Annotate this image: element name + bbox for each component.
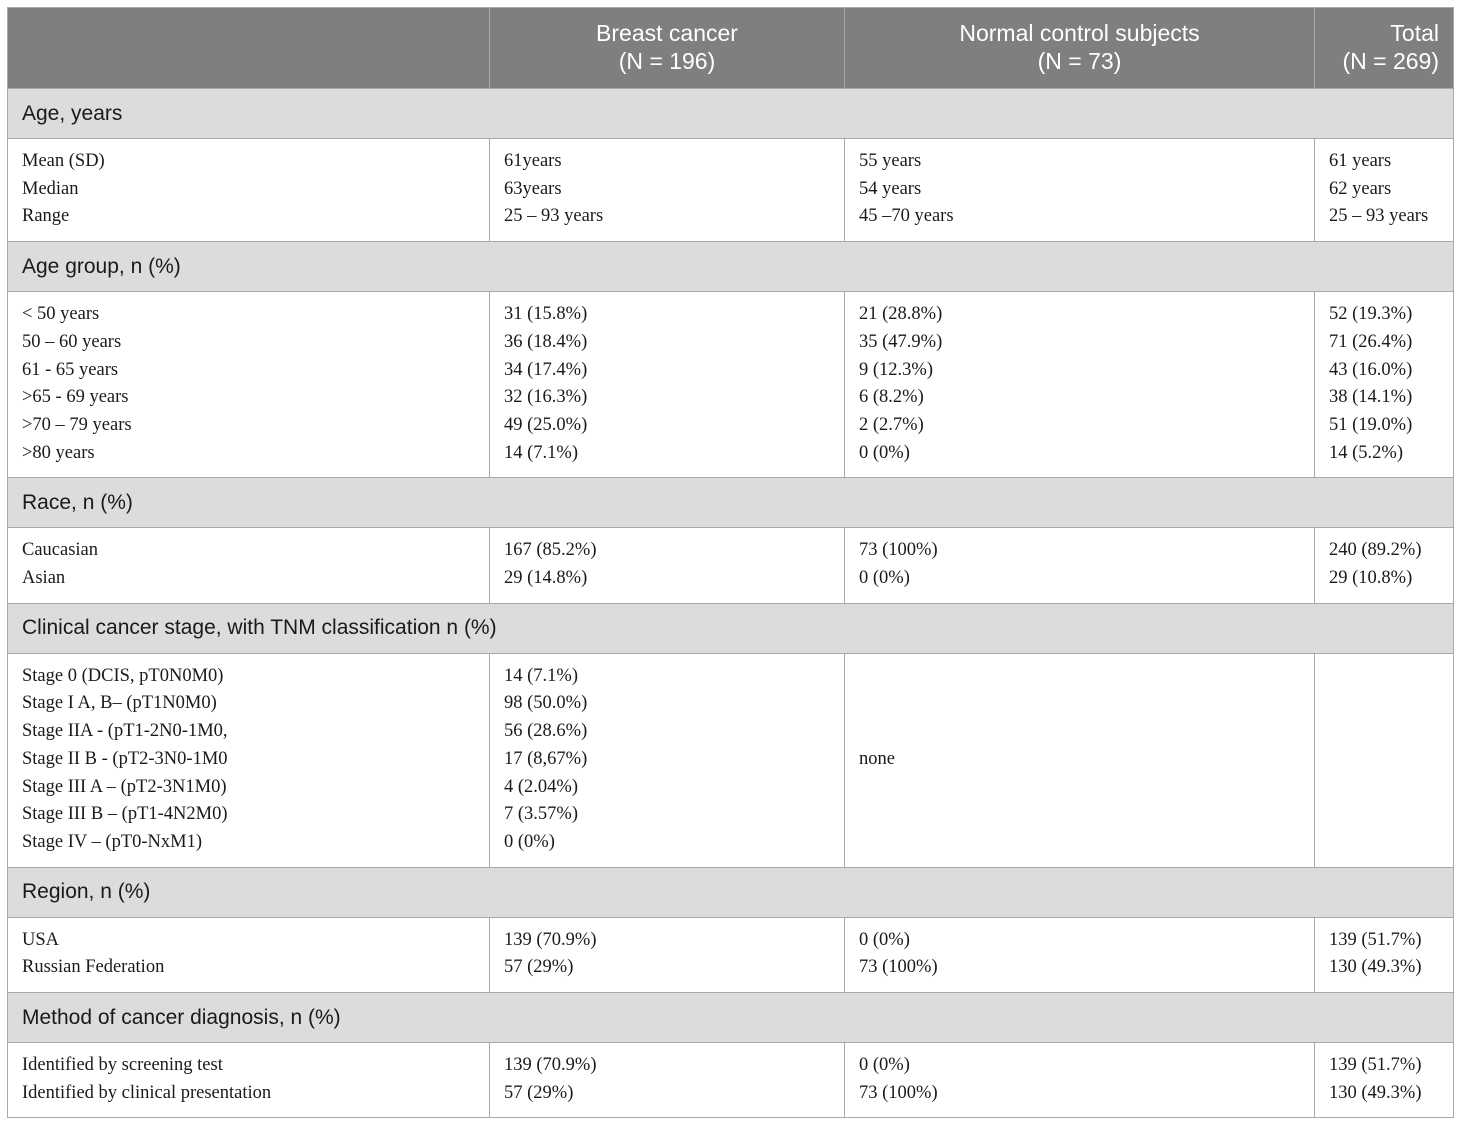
cell-value: 62 years [1329, 178, 1392, 199]
cell-value: 9 (12.3%) [859, 359, 933, 380]
data-row-age [8, 139, 1454, 242]
cell-value: 55 years [859, 151, 922, 171]
section-row-stage [8, 603, 1454, 653]
row-label: Stage II B - (pT2-3N0-1M0 [22, 748, 228, 769]
header-stub [8, 8, 490, 89]
cell-value: 139 (51.7%) [1329, 929, 1422, 950]
demographics-table [7, 7, 1454, 1118]
section-row-age [8, 89, 1454, 139]
breast-cancer-cell [490, 1043, 845, 1118]
breast-cancer-cell [490, 139, 845, 242]
cell-value: 57 (29%) [504, 957, 574, 978]
section-title: Race, n (%) [8, 478, 1454, 528]
cell-value: 73 (100%) [859, 1082, 938, 1103]
cell-value-none: none [859, 748, 895, 769]
row-label: Stage IV – (pT0-NxM1) [22, 831, 203, 852]
row-labels-cell [8, 139, 490, 242]
header-breast-cancer-n: (N = 196) [618, 48, 716, 74]
cell-value: 73 (100%) [859, 957, 938, 978]
cell-value: 29 (10.8%) [1329, 568, 1413, 589]
cell-value: 14 (5.2%) [1329, 442, 1403, 463]
header-breast-cancer [490, 8, 845, 89]
cell-value: 34 (17.4%) [504, 359, 588, 380]
row-label: 50 – 60 years [22, 331, 122, 352]
cell-value: 56 (28.6%) [504, 721, 588, 742]
header-total [1315, 8, 1454, 89]
row-label: < 50 years [22, 304, 100, 325]
section-title: Age group, n (%) [8, 242, 1454, 292]
normal-control-cell [845, 917, 1315, 992]
row-label: Stage 0 (DCIS, pT0N0M0) [22, 665, 224, 686]
total-cell [1315, 1043, 1454, 1118]
row-label: Russian Federation [22, 957, 165, 978]
cell-value: 0 (0%) [859, 929, 910, 950]
header-row [8, 8, 1454, 89]
cell-value: 43 (16.0%) [1329, 359, 1413, 380]
data-row-region [8, 917, 1454, 992]
cell-value: 36 (18.4%) [504, 331, 588, 352]
row-label: Median [22, 178, 79, 199]
section-title: Method of cancer diagnosis, n (%) [8, 993, 1454, 1043]
total-cell [1315, 528, 1454, 603]
normal-control-cell [845, 528, 1315, 603]
header-total-n: (N = 269) [1342, 48, 1439, 74]
data-row-race [8, 528, 1454, 603]
cell-value: 130 (49.3%) [1329, 957, 1422, 978]
data-row-stage [8, 653, 1454, 867]
row-label: Range [22, 206, 70, 227]
cell-value: 31 (15.8%) [504, 304, 588, 325]
cell-value: 130 (49.3%) [1329, 1082, 1422, 1103]
row-label: >70 – 79 years [22, 414, 132, 435]
row-label: USA [22, 929, 60, 950]
header-normal-control-title: Normal control subjects [959, 20, 1200, 47]
row-labels-cell [8, 653, 490, 867]
data-row-age-group [8, 292, 1454, 478]
cell-value: 14 (7.1%) [504, 442, 578, 463]
row-label: Stage III A – (pT2-3N1M0) [22, 776, 227, 797]
cell-value: 57 (29%) [504, 1082, 574, 1103]
total-cell [1315, 139, 1454, 242]
cell-value: 0 (0%) [504, 831, 555, 852]
cell-value: 25 – 93 years [504, 206, 604, 227]
section-row-age-group [8, 242, 1454, 292]
cell-value: 32 (16.3%) [504, 387, 588, 408]
cell-value: 14 (7.1%) [504, 665, 578, 686]
cell-value: 240 (89.2%) [1329, 540, 1422, 561]
cell-value: 139 (70.9%) [504, 929, 597, 950]
cell-value: 17 (8,67%) [504, 748, 588, 769]
breast-cancer-cell [490, 917, 845, 992]
cell-value: 98 (50.0%) [504, 693, 588, 714]
row-label: Mean (SD) [22, 151, 105, 171]
row-label: Caucasian [22, 540, 99, 561]
cell-value: 21 (28.8%) [859, 304, 943, 325]
cell-value: 49 (25.0%) [504, 414, 588, 435]
breast-cancer-cell [490, 528, 845, 603]
row-label: 61 - 65 years [22, 359, 119, 380]
row-label: >65 - 69 years [22, 387, 129, 408]
row-labels-cell [8, 917, 490, 992]
row-label: Identified by screening test [22, 1055, 223, 1076]
cell-value: 38 (14.1%) [1329, 387, 1413, 408]
cell-value: 2 (2.7%) [859, 414, 924, 435]
cell-value: 0 (0%) [859, 442, 910, 463]
cell-value: 61years [504, 151, 562, 171]
section-row-race [8, 478, 1454, 528]
cell-value: 0 (0%) [859, 1055, 910, 1076]
breast-cancer-cell [490, 653, 845, 867]
cell-value: 51 (19.0%) [1329, 414, 1413, 435]
header-breast-cancer-title: Breast cancer [596, 20, 738, 47]
section-row-region [8, 867, 1454, 917]
header-normal-control [845, 8, 1315, 89]
cell-value: 45 –70 years [859, 206, 954, 227]
cell-value: 35 (47.9%) [859, 331, 943, 352]
section-title: Region, n (%) [8, 867, 1454, 917]
cell-value: 4 (2.04%) [504, 776, 578, 797]
cell-value: 6 (8.2%) [859, 387, 924, 408]
row-label: >80 years [22, 442, 95, 463]
cell-value: 71 (26.4%) [1329, 331, 1413, 352]
normal-control-cell [845, 653, 1315, 867]
section-title: Clinical cancer stage, with TNM classification n (%) [8, 603, 1454, 653]
normal-control-cell [845, 292, 1315, 478]
row-label: Asian [22, 568, 66, 589]
total-cell-empty [1315, 653, 1454, 867]
row-label: Stage I A, B– (pT1N0M0) [22, 693, 217, 714]
cell-value: 63years [504, 178, 562, 199]
cell-value: 0 (0%) [859, 568, 910, 589]
row-labels-cell [8, 528, 490, 603]
cell-value: 167 (85.2%) [504, 540, 597, 561]
row-label: Stage IIA - (pT1-2N0-1M0, [22, 721, 228, 742]
cell-value: 139 (51.7%) [1329, 1055, 1422, 1076]
section-row-method [8, 993, 1454, 1043]
section-title: Age, years [8, 89, 1454, 139]
total-cell [1315, 292, 1454, 478]
normal-control-cell [845, 139, 1315, 242]
breast-cancer-cell [490, 292, 845, 478]
row-labels-cell [8, 1043, 490, 1118]
cell-value: 29 (14.8%) [504, 568, 588, 589]
cell-value: 61 years [1329, 151, 1392, 171]
total-cell [1315, 917, 1454, 992]
normal-control-cell [845, 1043, 1315, 1118]
header-total-title: Total [1390, 20, 1439, 47]
cell-value: 54 years [859, 178, 922, 199]
row-labels-cell [8, 292, 490, 478]
data-row-method [8, 1043, 1454, 1118]
cell-value: 7 (3.57%) [504, 804, 578, 825]
row-label: Stage III B – (pT1-4N2M0) [22, 804, 228, 825]
cell-value: 52 (19.3%) [1329, 304, 1413, 325]
cell-value: 73 (100%) [859, 540, 938, 561]
cell-value: 25 – 93 years [1329, 206, 1429, 227]
header-normal-control-n: (N = 73) [1037, 48, 1122, 74]
row-label: Identified by clinical presentation [22, 1082, 272, 1103]
cell-value: 139 (70.9%) [504, 1055, 597, 1076]
